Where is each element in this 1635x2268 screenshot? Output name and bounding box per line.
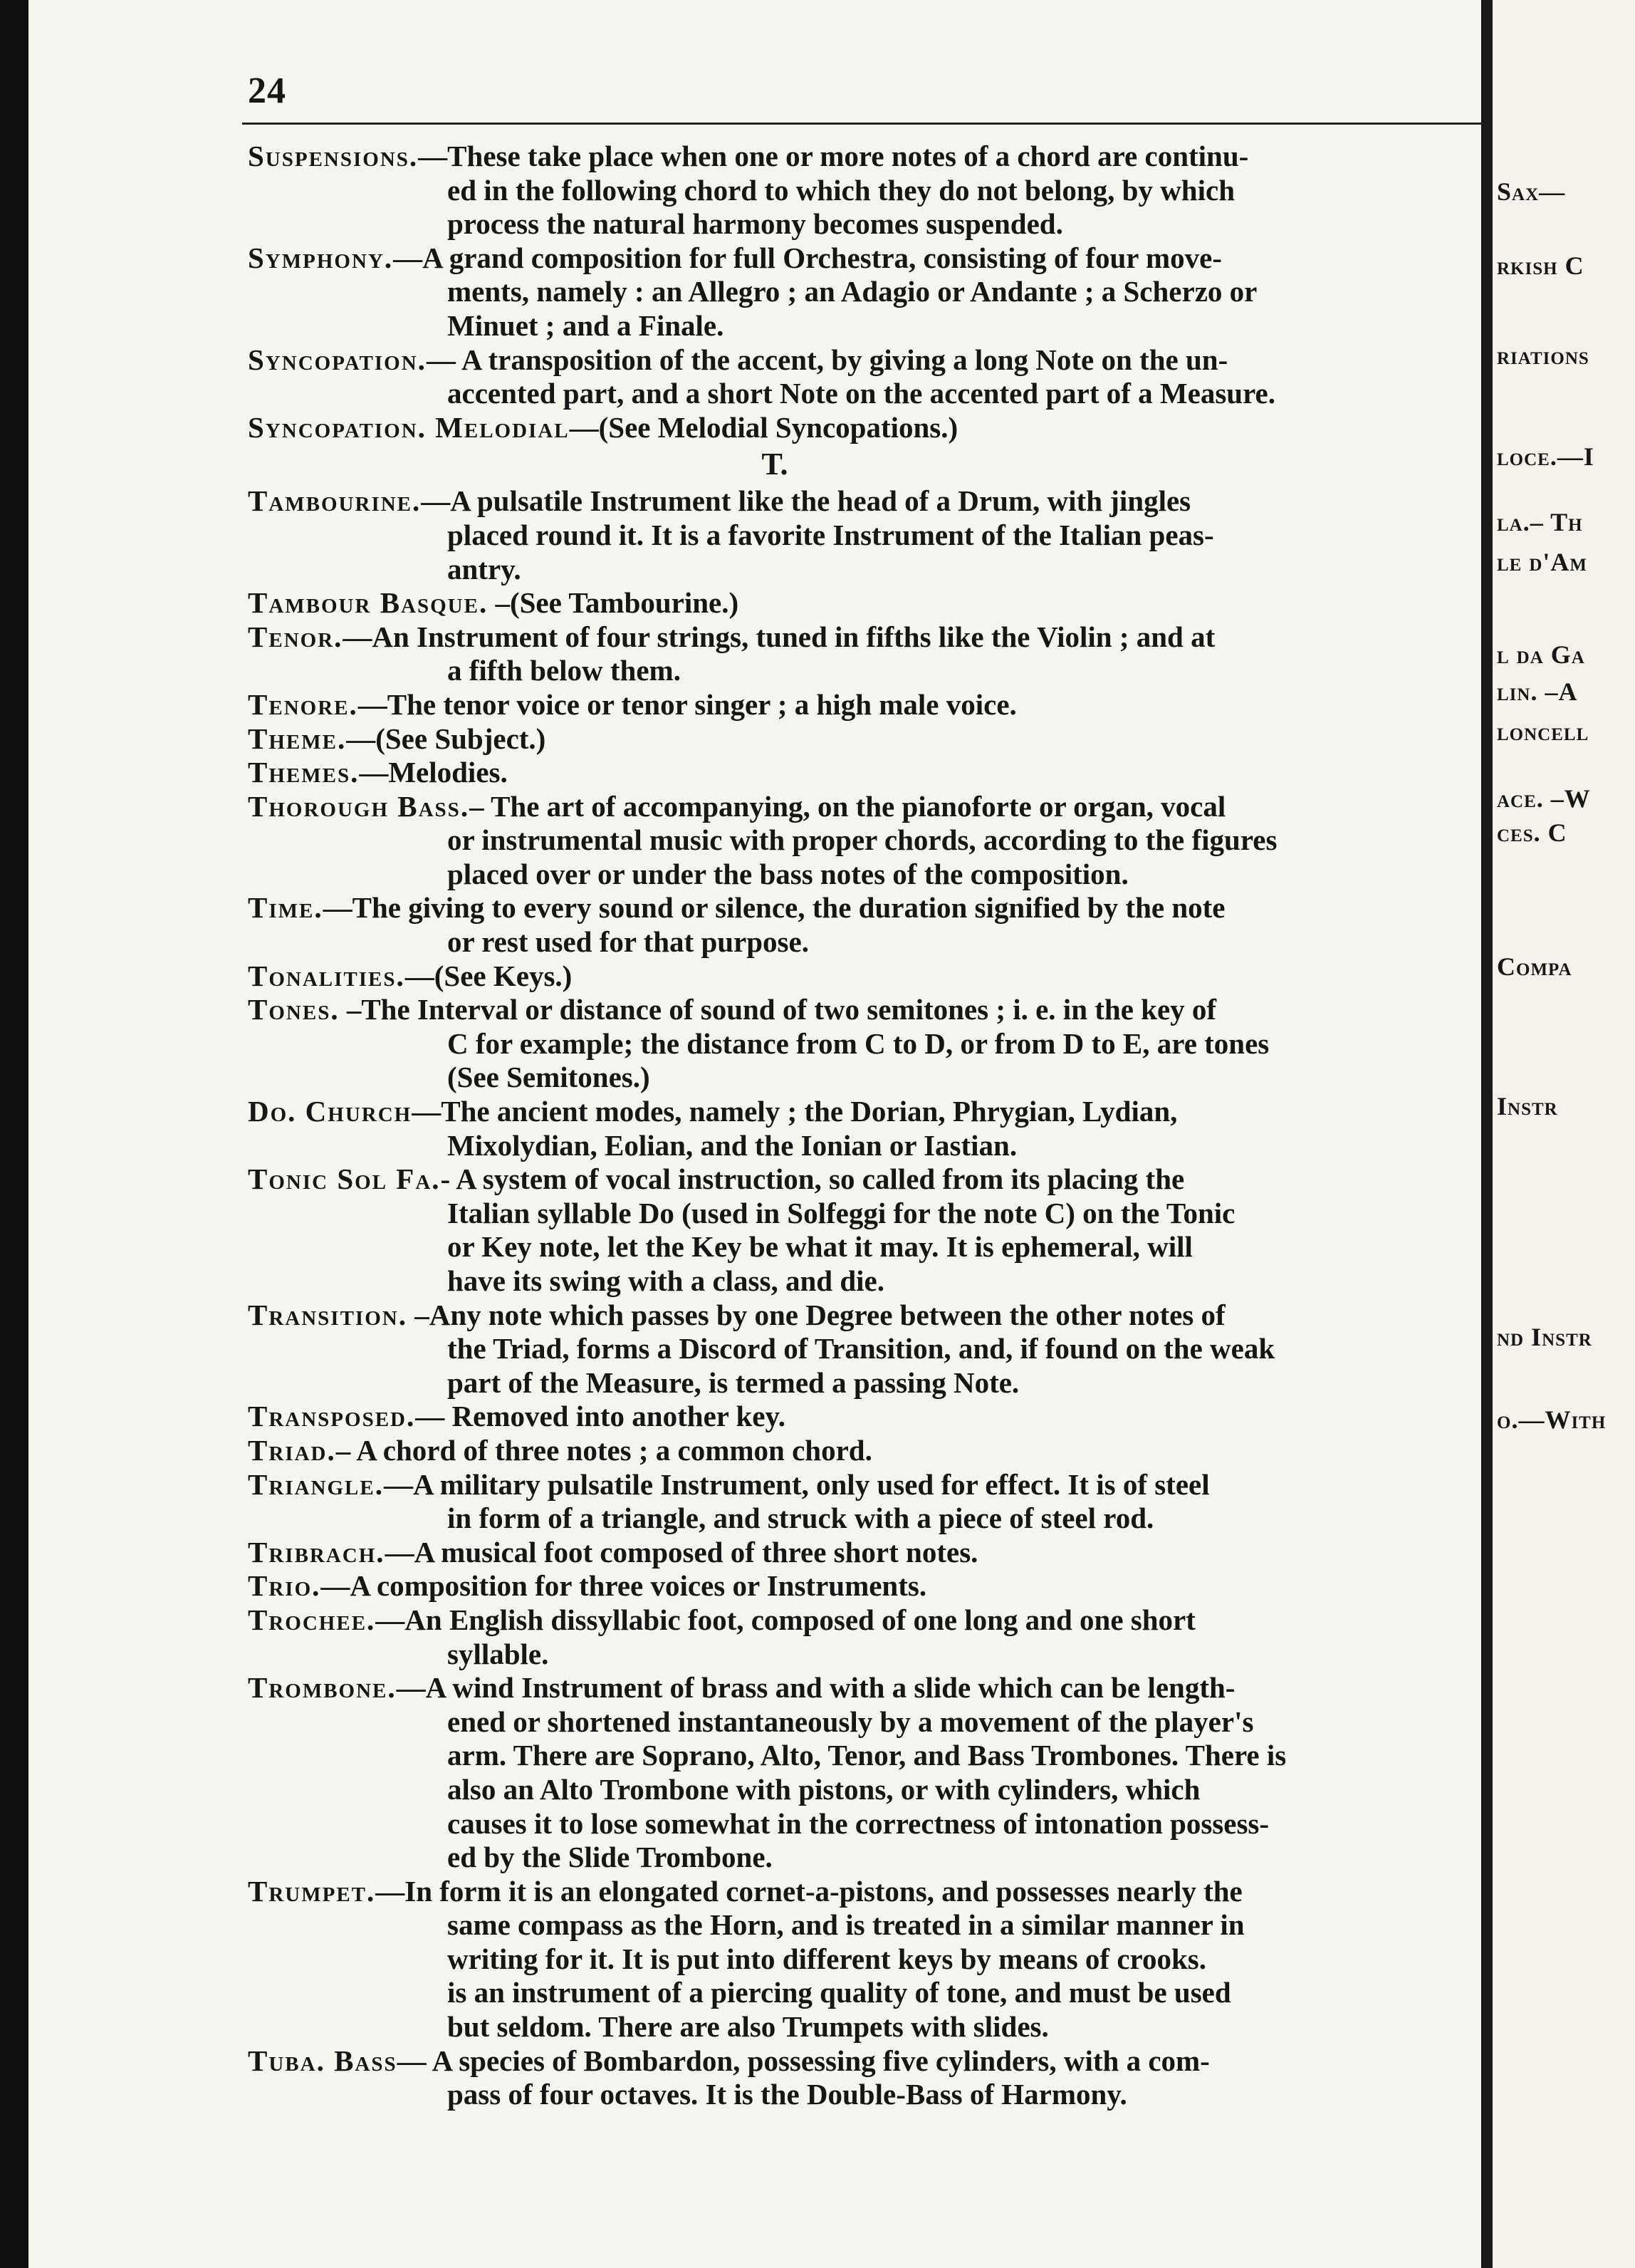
glossary-entry	[248, 1569, 1530, 1603]
entry-term: Tones.	[248, 993, 340, 1026]
entry-term: Syncopation.	[248, 343, 427, 376]
entry-definition-line: placed round it. It is a favorite Instrument of the Italian peas-	[447, 518, 1214, 551]
entry-definition-line: — A species of Bombardon, possessing five cylinders, with a com-	[397, 2044, 1210, 2077]
entry-definition-line: — A transposition of the accent, by giving a long Note on the un-	[426, 343, 1228, 376]
glossary-entry	[248, 1434, 1530, 1468]
glossary-entry	[248, 1671, 1530, 1875]
entry-definition-line: (See Semitones.)	[447, 1061, 650, 1094]
entry-term: Themes.	[248, 756, 360, 789]
entry-term: Transposed.	[248, 1400, 416, 1433]
glossary-entry	[248, 891, 1530, 959]
glossary-entry	[248, 1468, 1530, 1536]
glossary-entry	[248, 343, 1530, 411]
entry-definition-line: —An English dissyllabic foot, composed of one long and one short	[375, 1603, 1196, 1636]
glossary-entries	[248, 140, 1530, 2112]
entry-term: Tenore.	[248, 687, 358, 721]
neighbor-fragment: l da Ga	[1497, 640, 1585, 669]
entry-term: Trumpet.	[248, 1874, 376, 1908]
entry-definition-line: accented part, and a short Note on the accented part of a Measure.	[447, 377, 1275, 410]
glossary-entry	[248, 140, 1530, 241]
entry-term: Syncopation. Melodial	[248, 410, 570, 444]
entry-term: Trombone.	[248, 1671, 397, 1705]
entry-definition-line: process the natural harmony becomes suspended.	[447, 207, 1063, 241]
entry-definition-line: –The Interval or distance of sound of two semitones ; i. e. in the key of	[339, 993, 1217, 1026]
entry-definition-line: – A chord of three notes ; a common chord.	[335, 1433, 872, 1467]
entry-definition-line: Italian syllable Do (used in Solfeggi for the note C) on the Tonic	[447, 1196, 1236, 1229]
entry-definition-line: —A composition for three voices or Instruments.	[320, 1569, 927, 1603]
entry-definition-line: C for example; the distance from C to D, or from D to E, are tones	[447, 1026, 1270, 1060]
neighbor-fragment: Instr	[1497, 1092, 1558, 1120]
entry-definition-line: antry.	[447, 552, 521, 586]
neighbor-fragment: nd Instr	[1497, 1323, 1592, 1351]
neighbor-fragment: loce.—I	[1497, 442, 1594, 471]
entry-definition-line: —A musical foot composed of three short notes.	[385, 1535, 978, 1569]
entry-term: Symphony.	[248, 241, 394, 274]
entries-t	[248, 484, 1530, 2112]
entry-definition-line: —Melodies.	[359, 756, 508, 789]
entry-term: Do. Church	[248, 1095, 412, 1128]
entry-definition-line: —In form it is an elongated cornet-a-pistons, and possesses nearly the	[375, 1874, 1243, 1908]
entry-definition-line: a fifth below them.	[447, 654, 681, 687]
neighbor-fragment: riations	[1497, 341, 1589, 370]
glossary-entry	[248, 790, 1530, 892]
glossary-entry	[248, 241, 1530, 343]
entry-term: Tuba. Bass	[248, 2044, 397, 2077]
entry-definition-line: — Removed into another key.	[415, 1400, 785, 1433]
entry-term: Trio.	[248, 1569, 321, 1603]
entry-definition-line: —A wind Instrument of brass and with a slide which can be length-	[396, 1671, 1236, 1705]
neighbor-fragment: lin. –A	[1497, 677, 1578, 706]
glossary-entry	[248, 1162, 1530, 1298]
neighbor-fragment: Compa	[1497, 952, 1572, 981]
entry-term: Tambourine.	[248, 484, 422, 518]
glossary-entry	[248, 586, 1530, 620]
glossary-entry	[248, 993, 1530, 1095]
neighbor-fragment: o.—With	[1497, 1405, 1607, 1434]
neighbor-fragment: Sax—	[1497, 177, 1566, 206]
entry-definition-line: ed by the Slide Trombone.	[447, 1841, 773, 1874]
entry-definition-line: – The art of accompanying, on the pianoforte or organ, vocal	[469, 789, 1226, 823]
glossary-entry	[248, 1875, 1530, 2044]
glossary-entry	[248, 1603, 1530, 1671]
entry-term: Tonic Sol Fa.	[248, 1162, 441, 1196]
entry-definition-line: —The tenor voice or tenor singer ; a high male voice.	[357, 687, 1017, 721]
entry-definition-line: or instrumental music with proper chords, according to the figures	[447, 823, 1278, 857]
entry-definition-line: —A pulsatile Instrument like the head of a Drum, with jingles	[421, 484, 1191, 518]
glossary-entry	[248, 1299, 1530, 1400]
entry-definition-line: arm. There are Soprano, Alto, Tenor, and Bass Trombones. There is	[447, 1739, 1287, 1772]
entry-definition-line: - A system of vocal instruction, so called from its placing the	[440, 1162, 1185, 1196]
entry-definition-line: syllable.	[447, 1637, 549, 1670]
entry-term: Tribrach.	[248, 1535, 385, 1569]
entry-term: Transition.	[248, 1298, 407, 1331]
entry-definition-line: same compass as the Horn, and is treated in a similar manner in	[447, 1908, 1245, 1942]
entry-definition-line: Mixolydian, Eolian, and the Ionian or Iastian.	[447, 1128, 1018, 1162]
entry-term: Time.	[248, 891, 323, 925]
gutter-line	[1483, 0, 1493, 2268]
section-heading-t: T.	[761, 447, 788, 482]
glossary-entry	[248, 756, 1530, 790]
entry-definition-line: —The giving to every sound or silence, the duration signified by the note	[323, 891, 1226, 925]
entry-definition-line: ed in the following chord to which they do not belong, by which	[447, 173, 1235, 207]
entry-term: Triad.	[248, 1433, 336, 1467]
entry-term: Suspensions.	[248, 140, 419, 172]
glossary-entry	[248, 411, 1530, 445]
entry-definition-line: or Key note, let the Key be what it may. It is ephemeral, will	[447, 1230, 1193, 1264]
neighbor-fragment: ces. C	[1497, 818, 1567, 847]
entry-definition-line: but seldom. There are also Trumpets with slides.	[447, 2010, 1049, 2044]
entry-definition-line: the Triad, forms a Discord of Transition, and, if found on the weak	[447, 1332, 1275, 1366]
entry-definition-line: or rest used for that purpose.	[447, 925, 809, 959]
entry-definition-line: writing for it. It is put into different keys by means of crooks.	[447, 1942, 1206, 1975]
entry-definition-line: —(See Keys.)	[404, 959, 573, 992]
entry-definition-line: in form of a triangle, and struck with a piece of steel rod.	[447, 1502, 1154, 1535]
entry-term: Triangle.	[248, 1467, 384, 1501]
entry-definition-line: is an instrument of a piercing quality of tone, and must be used	[447, 1976, 1231, 2009]
neighbor-fragment: le d'Am	[1497, 548, 1587, 576]
glossary-entry	[248, 2044, 1530, 2112]
entry-definition-line: causes it to lose somewhat in the correctness of intonation possess-	[447, 1806, 1270, 1840]
glossary-entry	[248, 1095, 1530, 1162]
entry-term: Tambour Basque.	[248, 586, 489, 620]
entry-definition-line: have its swing with a class, and die.	[447, 1264, 884, 1297]
glossary-entry	[248, 722, 1530, 756]
entry-definition-line: —(See Melodial Syncopations.)	[569, 410, 958, 444]
entry-definition-line: —A military pulsatile Instrument, only used for effect. It is of steel	[383, 1467, 1210, 1501]
entry-definition-line: –Any note which passes by one Degree between the other notes of	[407, 1298, 1226, 1331]
entry-definition-line: –(See Tambourine.)	[488, 586, 739, 620]
entry-definition-line: —(See Subject.)	[346, 722, 546, 755]
entry-term: Trochee.	[248, 1603, 376, 1636]
page-number: 24	[248, 71, 286, 111]
entry-definition-line: pass of four octaves. It is the Double-Bass of Harmony.	[447, 2078, 1127, 2111]
entries-s	[248, 140, 1530, 444]
glossary-entry	[248, 1536, 1530, 1570]
glossary-entry	[248, 959, 1530, 994]
adjacent-page-fragment	[1493, 0, 1635, 2268]
glossary-entry	[248, 1400, 1530, 1434]
entry-definition-line: —An Instrument of four strings, tuned in fifths like the Violin ; and at	[343, 620, 1216, 653]
neighbor-fragment: la.– Th	[1497, 508, 1583, 536]
entry-term: Theme.	[248, 722, 347, 755]
entry-definition-line: also an Alto Trombone with pistons, or with cylinders, which	[447, 1772, 1201, 1806]
entry-term: Thorough Bass.	[248, 789, 470, 823]
entry-definition-line: ened or shortened instantaneously by a movement of the player's	[447, 1705, 1254, 1738]
entry-definition-line: —A grand composition for full Orchestra, consisting of four move-	[393, 241, 1223, 274]
entry-definition-line: ments, namely : an Allegro ; an Adagio or Andante ; a Scherzo or	[447, 275, 1258, 308]
neighbor-fragment: ace. –W	[1497, 784, 1591, 813]
entry-definition-line: placed over or under the bass notes of the composition.	[447, 857, 1129, 890]
document-page	[28, 0, 1481, 2268]
entry-definition-line: —These take place when one or more notes of a chord are continu-	[418, 140, 1249, 172]
entry-definition-line: —The ancient modes, namely ; the Dorian, Phrygian, Lydian,	[412, 1095, 1178, 1128]
header-rule	[242, 123, 1538, 125]
neighbor-fragment: rkish C	[1497, 251, 1584, 280]
entry-definition-line: Minuet ; and a Finale.	[447, 308, 724, 342]
entry-term: Tenor.	[248, 620, 343, 653]
glossary-entry	[248, 620, 1530, 688]
neighbor-fragment: loncell	[1497, 717, 1589, 746]
glossary-entry	[248, 688, 1530, 722]
glossary-entry	[248, 484, 1530, 586]
entry-definition-line: part of the Measure, is termed a passing Note.	[447, 1366, 1020, 1399]
entry-term: Tonalities.	[248, 959, 405, 992]
